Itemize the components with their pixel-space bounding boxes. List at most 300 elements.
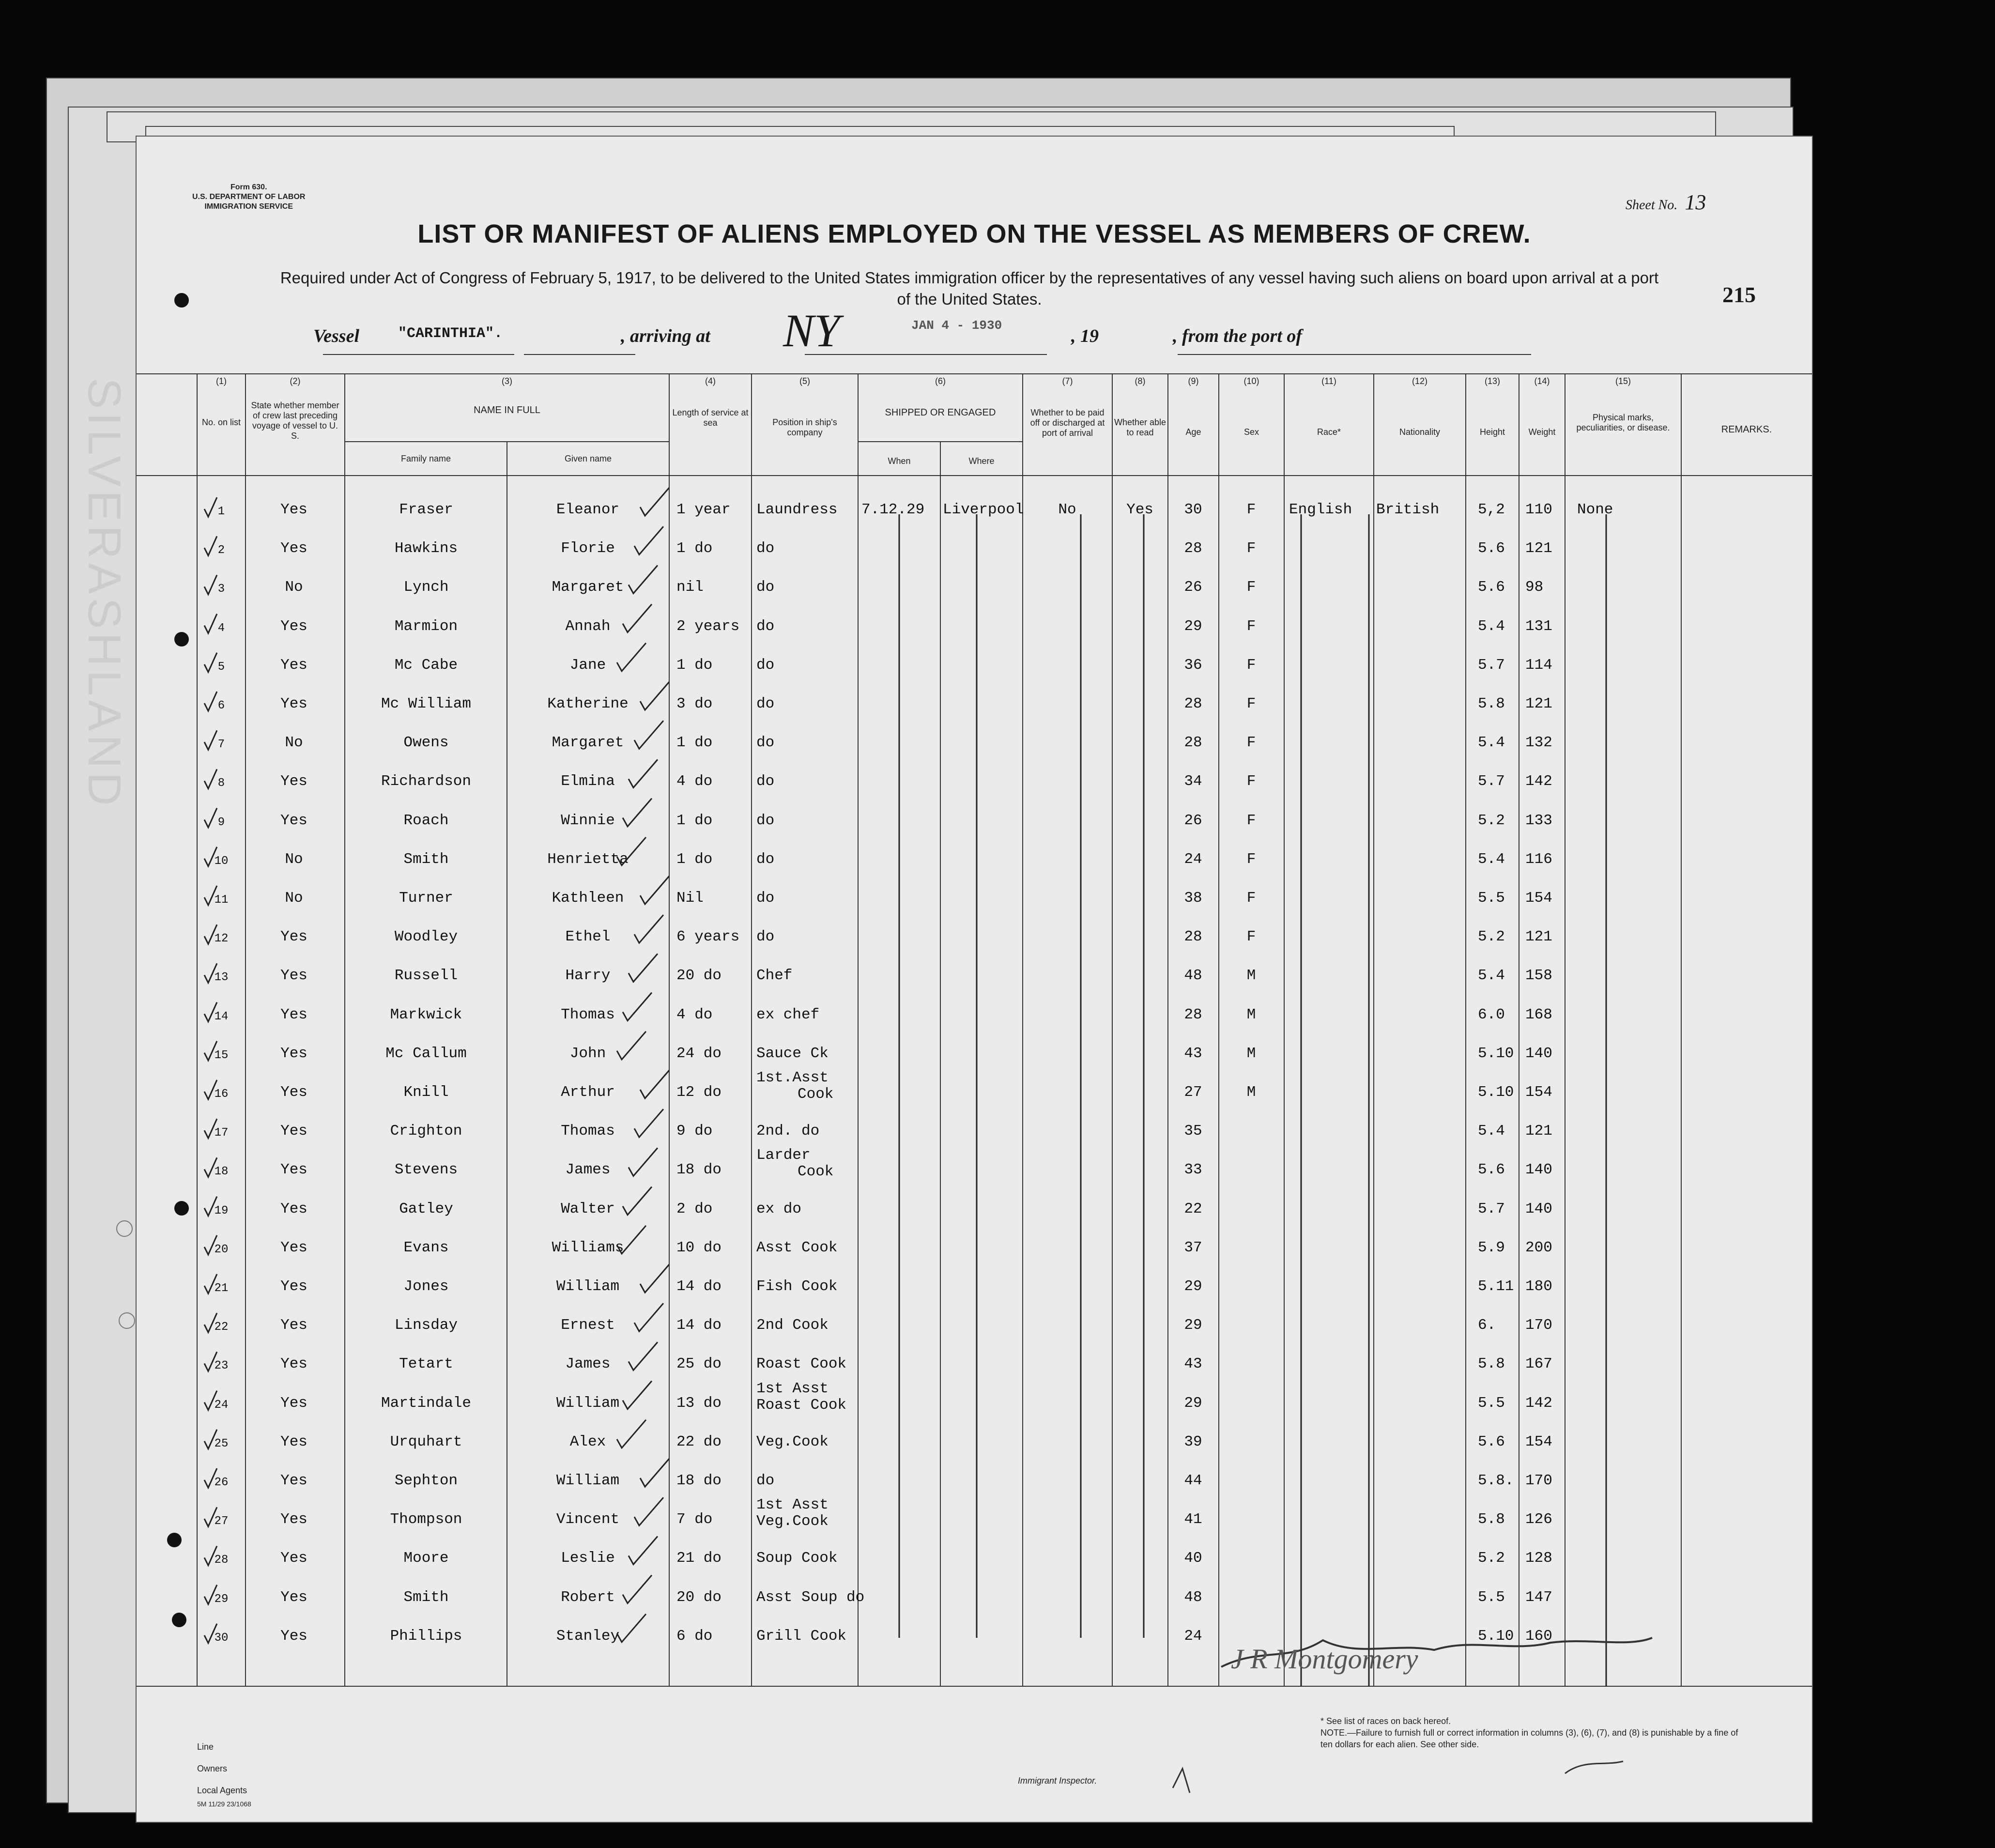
cell-age: 34: [1184, 773, 1202, 790]
cell-no: 1: [217, 505, 225, 518]
cell-prev: Yes: [280, 928, 307, 946]
cell-age: 30: [1184, 501, 1202, 518]
cell-given: Eleanor: [556, 501, 620, 518]
cell-weight: 140: [1525, 1045, 1552, 1062]
check-mark: [204, 769, 217, 788]
cell-height: 5.8: [1478, 695, 1505, 712]
cell-position: 2nd Cook: [756, 1317, 829, 1334]
cell-age: 28: [1184, 540, 1202, 557]
cell-age: 40: [1184, 1550, 1202, 1567]
cell-family: Markwick: [390, 1006, 462, 1023]
check-mark: [623, 993, 652, 1021]
cell-sex: M: [1246, 1084, 1256, 1101]
header-sex: Sex: [1243, 427, 1259, 437]
cell-given: Alex: [569, 1433, 606, 1450]
col-number-4: (4): [705, 376, 716, 386]
cell-service: 14 do: [676, 1317, 722, 1334]
cell-family: Gatley: [399, 1200, 453, 1217]
margin-stamp: SILVERASHLAND: [78, 378, 130, 810]
cell-family: Moore: [403, 1550, 449, 1567]
cell-height: 5.7: [1478, 656, 1505, 674]
cell-family: Mc Cabe: [394, 656, 458, 674]
cell-height: 5.7: [1478, 1200, 1505, 1217]
cell-given: Stanley: [556, 1627, 620, 1645]
cell-weight: 167: [1525, 1355, 1552, 1373]
cell-no: 25: [214, 1437, 229, 1450]
cell-no: 23: [214, 1359, 229, 1373]
cell-position: Chef: [756, 967, 793, 985]
header-height: Height: [1479, 427, 1505, 437]
cell-position-line2: Cook: [798, 1163, 834, 1181]
cell-weight: 170: [1525, 1317, 1552, 1334]
cell-service: 1 do: [676, 656, 713, 674]
check-mark: [617, 643, 646, 671]
punch-hole: [174, 632, 189, 647]
cell-no: 6: [217, 699, 225, 712]
check-mark: [634, 721, 663, 749]
check-mark: [634, 1303, 663, 1331]
cell-sex: F: [1246, 617, 1256, 635]
check-mark: [623, 1575, 652, 1603]
cell-prev: Yes: [280, 695, 307, 712]
cell-prev: Yes: [280, 1472, 307, 1489]
header-when: When: [888, 456, 911, 466]
cell-service: 1 do: [676, 734, 713, 752]
cell-family: Tetart: [399, 1355, 453, 1373]
cell-no: 22: [214, 1321, 229, 1334]
col-number-14: (14): [1534, 376, 1550, 386]
check-mark: [204, 1119, 217, 1138]
cell-prev: Yes: [280, 1161, 307, 1179]
cell-prev: Yes: [280, 1317, 307, 1334]
page-title: LIST OR MANIFEST OF ALIENS EMPLOYED ON THE VESSEL AS MEMBERS OF CREW.: [417, 219, 1531, 248]
cell-age: 43: [1184, 1355, 1202, 1373]
footer-local-agents-label: Local Agents: [197, 1786, 247, 1795]
cell-family: Russell: [394, 967, 458, 985]
cell-read: Yes: [1126, 501, 1153, 518]
cell-height: 5.5: [1478, 1588, 1505, 1606]
cell-position: Veg.Cook: [756, 1433, 829, 1450]
cell-prev: Yes: [280, 773, 307, 790]
cell-given: Katherine: [547, 695, 629, 712]
col-number-9: (9): [1188, 376, 1199, 386]
cell-prev: No: [285, 850, 303, 868]
cell-service: nil: [676, 579, 704, 596]
vessel-name: "CARINTHIA".: [398, 325, 503, 342]
check-mark: [634, 1497, 663, 1525]
header-age: Age: [1185, 427, 1201, 437]
cell-height: 5.11: [1478, 1278, 1514, 1295]
cell-service: 12 do: [676, 1084, 722, 1101]
cell-family: Jones: [403, 1278, 449, 1295]
cell-given: Ernest: [561, 1317, 615, 1334]
cell-family: Thompson: [390, 1511, 462, 1528]
check-mark: [204, 497, 217, 517]
cell-weight: 142: [1525, 1394, 1552, 1412]
cell-position: ex do: [756, 1200, 802, 1217]
cell-position: 1st Asst: [756, 1496, 829, 1514]
cell-age: 33: [1184, 1161, 1202, 1179]
check-mark: [204, 1585, 217, 1604]
cell-prev: Yes: [280, 812, 307, 829]
cell-where: Liverpool: [943, 501, 1024, 518]
cell-given: Thomas: [561, 1123, 615, 1140]
page-subtitle: Required under Act of Congress of February 5, 1917, to be delivered to the United States immigration officer by the representatives of any vessel having such aliens on board upon arrival at a port of the United States.: [280, 269, 1659, 308]
cell-age: 39: [1184, 1433, 1202, 1450]
cell-prev: Yes: [280, 1588, 307, 1606]
cell-given: James: [565, 1355, 611, 1373]
cell-height: 5.4: [1478, 850, 1505, 868]
cell-sex: F: [1246, 540, 1256, 557]
cell-family: Mc Callum: [385, 1045, 467, 1062]
cell-age: 35: [1184, 1123, 1202, 1140]
cell-given: Walter: [561, 1200, 615, 1217]
cell-height: 5.6: [1478, 540, 1505, 557]
cell-weight: 140: [1525, 1161, 1552, 1179]
cell-age: 24: [1184, 850, 1202, 868]
cell-position: 1st.Asst: [756, 1069, 829, 1086]
penalty-note: NOTE.—Failure to furnish full or correct information in columns (3), (6), (7), and (8) is punishable by a fine of ten dollars for each alien. See other side.: [1320, 1728, 1738, 1749]
cell-given: Arthur: [561, 1084, 615, 1101]
cell-prev: Yes: [280, 501, 307, 518]
cell-height: 5.5: [1478, 1394, 1505, 1412]
cell-given: Williams: [552, 1239, 624, 1256]
check-mark: [634, 1109, 663, 1137]
arriving-label: , arriving at: [621, 326, 710, 346]
cell-service: 21 do: [676, 1550, 722, 1567]
cell-family: Phillips: [390, 1627, 462, 1645]
col-number-13: (13): [1484, 376, 1500, 386]
cell-family: Martindale: [381, 1394, 472, 1412]
cell-given: Harry: [565, 967, 611, 985]
cell-weight: 200: [1525, 1239, 1552, 1256]
cell-family: Marmion: [394, 617, 458, 635]
check-mark: [204, 924, 217, 944]
cell-prev: Yes: [280, 1006, 307, 1023]
col-number-1: (1): [216, 376, 227, 386]
cell-no: 11: [214, 893, 229, 907]
check-mark: [204, 1507, 217, 1526]
cell-weight: 121: [1525, 695, 1552, 712]
cell-position: Laundress: [756, 501, 838, 518]
cell-height: 5.6: [1478, 579, 1505, 596]
cell-no: 24: [214, 1398, 229, 1412]
check-mark: [204, 575, 217, 594]
cell-position: do: [756, 617, 775, 635]
cell-age: 48: [1184, 1588, 1202, 1606]
cell-service: 13 do: [676, 1394, 722, 1412]
cell-position: Sauce Ck: [756, 1045, 829, 1062]
header-given-name: Given name: [564, 454, 612, 463]
form-number: Form 630.: [230, 183, 267, 191]
cell-prev: Yes: [280, 617, 307, 635]
cell-position: do: [756, 890, 775, 907]
cell-no: 12: [214, 932, 229, 946]
check-mark: [617, 1614, 646, 1642]
signature: J R Montgomery: [1231, 1643, 1418, 1675]
cell-weight: 158: [1525, 967, 1552, 985]
cell-service: 20 do: [676, 967, 722, 985]
cell-sex: F: [1246, 579, 1256, 596]
cell-service: 4 do: [676, 773, 713, 790]
cell-prev: Yes: [280, 1200, 307, 1217]
check-mark: [617, 1226, 646, 1254]
cell-no: 28: [214, 1554, 229, 1567]
cell-sex: F: [1246, 928, 1256, 946]
cell-when: 7.12.29: [861, 501, 925, 518]
cell-position: Asst Soup do: [756, 1588, 865, 1606]
check-mark: [204, 1157, 217, 1177]
cell-age: 26: [1184, 579, 1202, 596]
cell-age: 37: [1184, 1239, 1202, 1256]
col-number-5: (5): [799, 376, 810, 386]
col-number-6: (6): [935, 376, 946, 386]
cell-weight: 180: [1525, 1278, 1552, 1295]
cell-prev: Yes: [280, 540, 307, 557]
cell-position: Fish Cook: [756, 1278, 838, 1295]
cell-weight: 114: [1525, 656, 1552, 674]
check-mark: [204, 653, 217, 672]
cell-age: 28: [1184, 928, 1202, 946]
cell-position: Larder: [756, 1147, 811, 1164]
check-mark: [617, 1032, 646, 1060]
cell-no: 30: [214, 1631, 229, 1645]
cell-no: 10: [214, 854, 229, 868]
inspector-initials-mark: [1565, 1761, 1623, 1773]
footer-printer-code: 5M 11/29 23/1068: [197, 1800, 251, 1808]
cell-prev: No: [285, 890, 303, 907]
cell-position: do: [756, 850, 775, 868]
cell-position: do: [756, 812, 775, 829]
check-mark: [629, 565, 658, 593]
cell-given: Annah: [565, 617, 611, 635]
cell-height: 5.4: [1478, 734, 1505, 752]
cell-physical: None: [1577, 501, 1613, 518]
cell-weight: 126: [1525, 1511, 1552, 1528]
inspector-mark: [1173, 1769, 1190, 1793]
cell-prev: Yes: [280, 1433, 307, 1450]
check-mark: [204, 808, 217, 828]
cell-no: 8: [217, 777, 225, 790]
cell-height: 5.4: [1478, 967, 1505, 985]
cell-weight: 128: [1525, 1550, 1552, 1567]
check-marks: [137, 137, 1812, 1822]
cell-family: Roach: [403, 812, 449, 829]
cell-no: 3: [217, 583, 225, 596]
cell-family: Smith: [403, 850, 449, 868]
cell-family: Crighton: [390, 1123, 462, 1140]
cell-prev: Yes: [280, 1239, 307, 1256]
header-where: Where: [968, 456, 995, 466]
cell-prev: Yes: [280, 1278, 307, 1295]
cell-weight: 168: [1525, 1006, 1552, 1023]
cell-given: Thomas: [561, 1006, 615, 1023]
col-number-12: (12): [1412, 376, 1427, 386]
sheet-number-label: Sheet No.: [1626, 198, 1678, 213]
cell-age: 29: [1184, 1317, 1202, 1334]
col-number-2: (2): [290, 376, 301, 386]
header-length-of-service: Length of service at sea: [672, 408, 749, 428]
cell-age: 28: [1184, 695, 1202, 712]
check-mark: [623, 1187, 652, 1215]
footer-line-label: Line: [197, 1742, 214, 1752]
footer-notes: [1320, 1715, 1747, 1750]
cell-given: William: [556, 1472, 620, 1489]
cell-age: 38: [1184, 890, 1202, 907]
cell-given: Kathleen: [552, 890, 624, 907]
cell-service: 2 years: [676, 617, 740, 635]
cell-prev: Yes: [280, 656, 307, 674]
cell-height: 5.9: [1478, 1239, 1505, 1256]
cell-age: 29: [1184, 1394, 1202, 1412]
vessel-label: Vessel: [313, 326, 359, 346]
cell-family: Urquhart: [390, 1433, 462, 1450]
col-number-3: (3): [502, 376, 512, 386]
cell-weight: 116: [1525, 850, 1552, 868]
cell-given: James: [565, 1161, 611, 1179]
cell-family: Owens: [403, 734, 449, 752]
cell-family: Smith: [403, 1588, 449, 1606]
header-name-in-full: NAME IN FULL: [474, 405, 540, 416]
cell-given: Ethel: [565, 928, 611, 946]
cell-age: 43: [1184, 1045, 1202, 1062]
cell-weight: 142: [1525, 773, 1552, 790]
check-mark: [640, 488, 669, 516]
manifest-page: [136, 136, 1813, 1823]
header-remarks: REMARKS.: [1721, 424, 1772, 435]
cell-weight: 147: [1525, 1588, 1552, 1606]
cell-weight: 110: [1525, 501, 1552, 518]
cell-given: Margaret: [552, 579, 624, 596]
cell-service: 9 do: [676, 1123, 713, 1140]
check-mark: [640, 1459, 669, 1487]
header-family-name: Family name: [400, 454, 451, 463]
cell-position: Soup Cook: [756, 1550, 838, 1567]
cell-family: Evans: [403, 1239, 449, 1256]
check-mark: [640, 682, 669, 710]
cell-height: 5.6: [1478, 1433, 1505, 1450]
cell-weight: 121: [1525, 1123, 1552, 1140]
cell-no: 2: [217, 544, 225, 557]
cell-position: Roast Cook: [756, 1355, 847, 1373]
cell-prev: Yes: [280, 1123, 307, 1140]
header-position: Position in ship's company: [772, 417, 837, 437]
cell-position: do: [756, 695, 775, 712]
cell-weight: 154: [1525, 1084, 1552, 1101]
cell-service: 2 do: [676, 1200, 713, 1217]
cell-family: Hawkins: [394, 540, 458, 557]
cell-age: 22: [1184, 1200, 1202, 1217]
from-port-label: , from the port of: [1173, 326, 1303, 346]
cell-service: 3 do: [676, 695, 713, 712]
cell-given: Florie: [561, 540, 615, 557]
check-mark: [204, 1313, 217, 1332]
check-mark: [623, 604, 652, 632]
cell-height: 5.7: [1478, 773, 1505, 790]
check-mark: [204, 963, 217, 983]
cell-given: Jane: [569, 656, 606, 674]
cell-position: do: [756, 773, 775, 790]
cell-height: 5.2: [1478, 812, 1505, 829]
cell-position: Asst Cook: [756, 1239, 838, 1256]
punch-hole: [174, 293, 189, 308]
cell-age: 48: [1184, 967, 1202, 985]
footer-inspector-label: Immigrant Inspector.: [1018, 1776, 1097, 1786]
cell-height: 5.10: [1478, 1045, 1514, 1062]
cell-no: 15: [214, 1048, 229, 1062]
check-mark: [204, 1391, 217, 1410]
date-stamp: JAN 4 - 1930: [911, 318, 1002, 333]
cell-height: 5.4: [1478, 1123, 1505, 1140]
cell-weight: 154: [1525, 890, 1552, 907]
cell-family: Linsday: [394, 1317, 458, 1334]
cell-age: 24: [1184, 1627, 1202, 1645]
cell-prev: Yes: [280, 1394, 307, 1412]
cell-service: 6 do: [676, 1627, 713, 1645]
header-previous-voyage: State whether member of crew last preceding voyage of vessel to U. S.: [251, 400, 339, 441]
cell-family: Knill: [403, 1084, 449, 1101]
cell-sex: F: [1246, 850, 1256, 868]
cell-age: 41: [1184, 1511, 1202, 1528]
check-mark: [204, 614, 217, 633]
header-physical-marks: Physical marks, peculiarities, or disease.: [1576, 413, 1670, 432]
check-mark: [623, 1381, 652, 1409]
check-mark: [640, 1264, 669, 1293]
header-no-on-list: No. on list: [201, 417, 241, 427]
cell-weight: 160: [1525, 1627, 1552, 1645]
cell-age: 29: [1184, 617, 1202, 635]
service-name: IMMIGRATION SERVICE: [204, 202, 293, 211]
cell-service: 10 do: [676, 1239, 722, 1256]
check-mark: [204, 1624, 217, 1643]
cell-weight: 121: [1525, 540, 1552, 557]
col-number-11: (11): [1321, 376, 1336, 386]
cell-sex: F: [1246, 734, 1256, 752]
cell-prev: No: [285, 734, 303, 752]
cell-prev: No: [285, 579, 303, 596]
cell-no: 20: [214, 1243, 229, 1256]
check-mark: [204, 1274, 217, 1294]
check-mark: [204, 1546, 217, 1565]
cell-family: Richardson: [381, 773, 472, 790]
cell-height: 5,2: [1478, 501, 1505, 518]
cell-service: 6 years: [676, 928, 740, 946]
check-mark: [634, 526, 663, 554]
arriving-port-handwritten: NY: [783, 305, 840, 356]
cell-sex: F: [1246, 695, 1256, 712]
cell-given: John: [569, 1045, 606, 1062]
cell-no: 14: [214, 1010, 229, 1023]
year-label: , 19: [1071, 326, 1099, 346]
cell-given: Robert: [561, 1588, 615, 1606]
check-mark: [204, 730, 217, 750]
check-mark: [640, 1070, 669, 1098]
cell-weight: 132: [1525, 734, 1552, 752]
cell-no: 9: [217, 816, 225, 829]
cell-no: 21: [214, 1282, 229, 1295]
cell-position: do: [756, 579, 775, 596]
cell-prev: Yes: [280, 1084, 307, 1101]
cell-height: 5.8: [1478, 1511, 1505, 1528]
cell-service: 25 do: [676, 1355, 722, 1373]
col-number-15: (15): [1615, 376, 1631, 386]
check-mark: [204, 1235, 217, 1255]
cell-service: 7 do: [676, 1511, 713, 1528]
cell-service: 1 do: [676, 540, 713, 557]
cell-prev: Yes: [280, 1627, 307, 1645]
cell-given: William: [556, 1394, 620, 1412]
cell-height: 5.10: [1478, 1627, 1514, 1645]
